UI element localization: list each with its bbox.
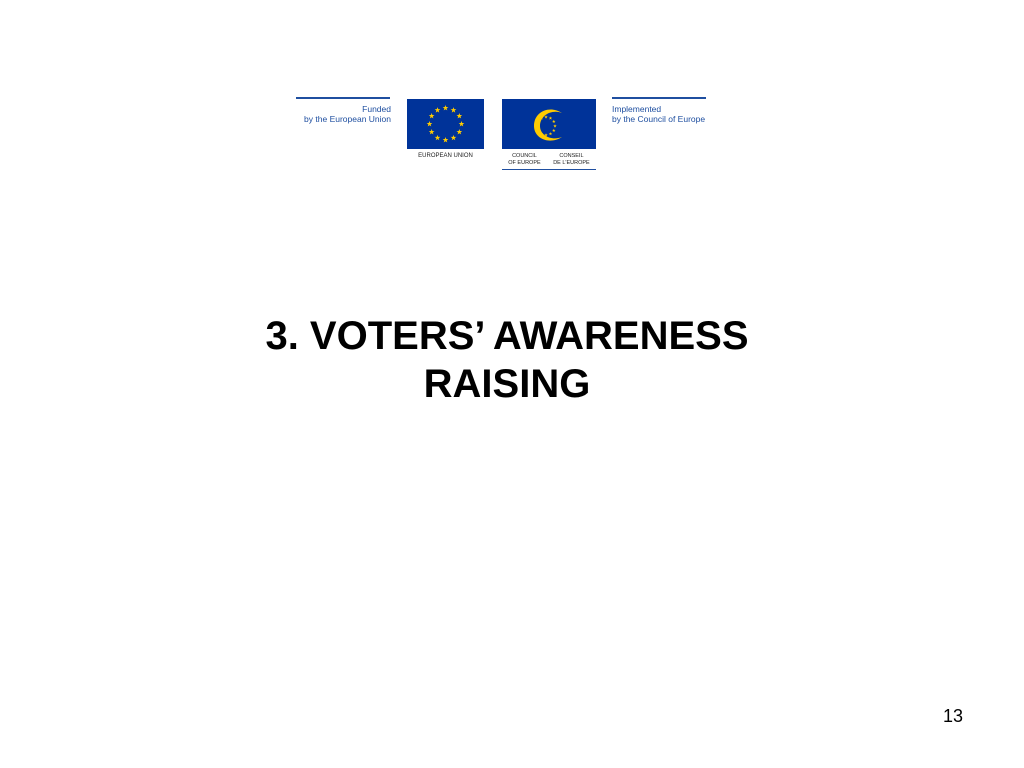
eu-flag-icon (407, 99, 484, 149)
slide-title (160, 312, 854, 408)
council-of-europe-icon (502, 99, 596, 149)
star-icon (552, 120, 555, 123)
star-icon (549, 116, 552, 119)
star-icon (451, 107, 457, 112)
funded-by-eu-label (296, 97, 391, 124)
slide-title-line-1: 3. VOTERS’ AWARENESS (265, 314, 749, 358)
star-icon (451, 135, 457, 140)
star-icon (435, 107, 441, 112)
star-icon (549, 132, 552, 135)
coe-emblem-icon (502, 99, 596, 149)
implemented-text: Implemented by the Council of Europe (612, 104, 706, 124)
star-icon (552, 129, 555, 132)
funded-rule (296, 97, 390, 99)
star-icon (443, 137, 449, 142)
star-icon (459, 121, 465, 126)
star-icon (429, 113, 435, 118)
star-icon (429, 129, 435, 134)
eu-stars-icon (407, 99, 484, 149)
star-icon (553, 124, 556, 127)
star-icon (544, 115, 547, 118)
page-number: 13 (942, 706, 963, 726)
implemented-rule (612, 97, 706, 99)
coe-caption-en: COUNCIL OF EUROPE (508, 153, 541, 166)
eu-caption: EUROPEAN UNION (418, 153, 473, 159)
coe-caption (502, 153, 596, 166)
star-icon (443, 105, 449, 110)
star-icon (435, 135, 441, 140)
star-icon (457, 129, 463, 134)
funded-text: Funded by the European Union (304, 104, 391, 124)
slide-title-line-2: RAISING (423, 362, 591, 406)
coe-caption-fr: CONSEIL DE L'EUROPE (553, 153, 590, 166)
star-icon (427, 121, 433, 126)
implemented-by-coe-label (612, 97, 707, 124)
coe-rule (502, 169, 596, 170)
star-icon (457, 113, 463, 118)
funding-logo-banner (296, 97, 712, 173)
